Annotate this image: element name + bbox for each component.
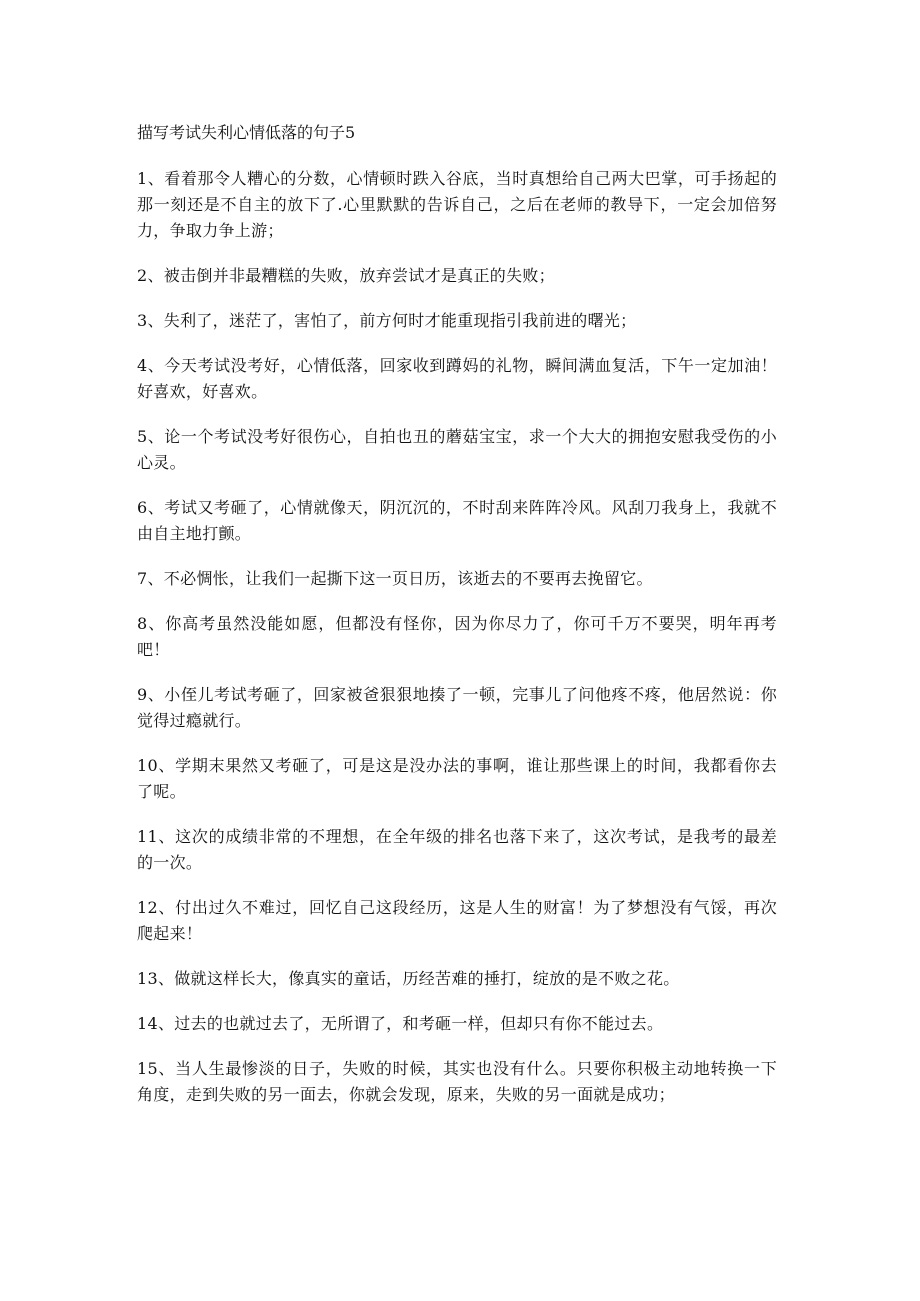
document-title: 描写考试失利心情低落的句子5: [137, 123, 356, 142]
sentence-item: 9、小侄儿考试考砸了，回家被爸狠狠地揍了一顿，完事儿了问他疼不疼，他居然说：你觉得过瘾就行。: [137, 685, 777, 730]
sentence-item: 6、考试又考砸了，心情就像天，阴沉沉的，不时刮来阵阵冷风。风刮刀我身上，我就不由自主地打颤。: [137, 498, 777, 543]
sentence-item: 11、这次的成绩非常的不理想，在全年级的排名也落下来了，这次考试，是我考的最差的一次。: [137, 827, 777, 872]
sentence-item: 15、当人生最惨淡的日子，失败的时候，其实也没有什么。只要你积极主动地转换一下角度，走到失败的另一面去，你就会发现，原来，失败的另一面就是成功；: [137, 1059, 777, 1104]
sentence-item: 13、做就这样长大，像真实的童话，历经苦难的捶打，绽放的是不败之花。: [137, 969, 680, 988]
sentence-item: 2、被击倒并非最糟糕的失败，放弃尝试才是真正的失败；: [137, 266, 555, 285]
sentence-item: 10、学期末果然又考砸了，可是这是没办法的事啊，谁让那些课上的时间，我都看你去了呢。: [137, 756, 777, 801]
sentence-item: 8、你高考虽然没能如愿，但都没有怪你，因为你尽力了，你可千万不要哭，明年再考吧！: [137, 614, 777, 659]
sentence-item: 12、付出过久不难过，回忆自己这段经历，这是人生的财富！为了梦想没有气馁，再次爬起来！: [137, 898, 777, 943]
sentence-item: 4、今天考试没考好，心情低落，回家收到蹲妈的礼物，瞬间满血复活，下午一定加油！好喜欢，好喜欢。: [137, 356, 777, 401]
sentence-item: 1、看着那令人糟心的分数，心情顿时跌入谷底，当时真想给自己两大巴掌，可手扬起的那一刻还是不自主的放下了.心里默默的告诉自己，之后在老师的教导下，一定会加倍努力，争取力争上游；: [137, 169, 777, 240]
sentence-item: 5、论一个考试没考好很伤心，自拍也丑的蘑菇宝宝，求一个大大的拥抱安慰我受伤的小心灵。: [137, 427, 777, 472]
document-page: [137, 121, 777, 1127]
sentence-item: 3、失利了，迷茫了，害怕了，前方何时才能重现指引我前进的曙光；: [137, 311, 637, 330]
sentence-item: 14、过去的也就过去了，无所谓了，和考砸一样，但却只有你不能过去。: [137, 1014, 664, 1033]
sentence-item: 7、不必惆怅，让我们一起撕下这一页日历，该逝去的不要再去挽留它。: [137, 569, 653, 588]
